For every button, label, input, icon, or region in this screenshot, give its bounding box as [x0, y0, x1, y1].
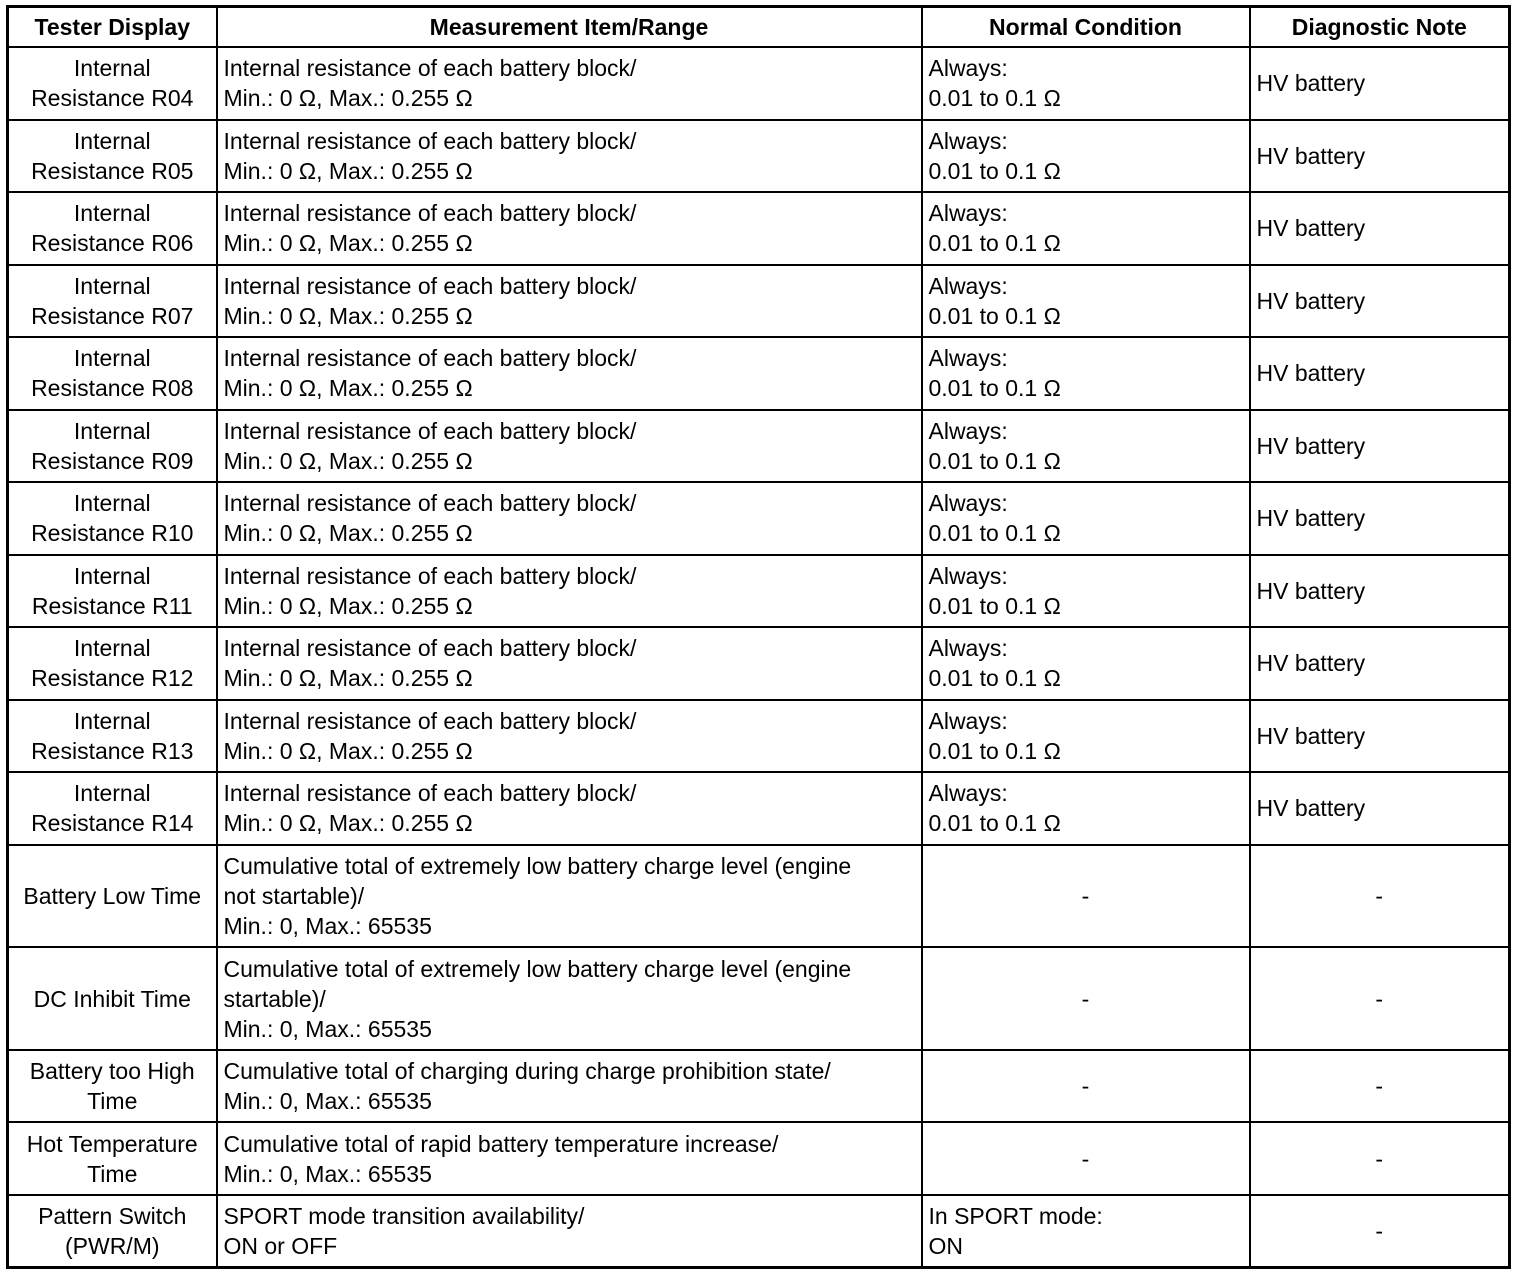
- table-row: [8, 1195, 1510, 1268]
- table-row: [8, 1122, 1510, 1195]
- normal-condition-cell: -: [922, 1050, 1250, 1123]
- measurement-item-cell: Internal resistance of each battery block/ Min.: 0 Ω, Max.: 0.255 Ω: [217, 627, 922, 700]
- normal-condition-cell: -: [922, 1122, 1250, 1195]
- header-tester-display: Tester Display: [8, 7, 217, 48]
- measurement-item-cell: Internal resistance of each battery block/ Min.: 0 Ω, Max.: 0.255 Ω: [217, 337, 922, 410]
- tester-display-cell: Internal Resistance R13: [8, 700, 217, 773]
- normal-condition-cell: Always: 0.01 to 0.1 Ω: [922, 337, 1250, 410]
- tester-display-cell: Internal Resistance R04: [8, 47, 217, 120]
- measurement-item-cell: Cumulative total of extremely low battery charge level (engine startable)/ Min.: 0, Max.: 65535: [217, 947, 922, 1050]
- diagnostic-note-cell: HV battery: [1250, 192, 1510, 265]
- tester-display-cell: Internal Resistance R11: [8, 555, 217, 628]
- table-row: [8, 947, 1510, 1050]
- measurement-item-cell: Internal resistance of each battery block/ Min.: 0 Ω, Max.: 0.255 Ω: [217, 700, 922, 773]
- normal-condition-cell: Always: 0.01 to 0.1 Ω: [922, 120, 1250, 193]
- table-row: [8, 410, 1510, 483]
- diagnostic-note-cell: HV battery: [1250, 120, 1510, 193]
- diagnostic-note-cell: -: [1250, 845, 1510, 948]
- measurement-item-cell: Internal resistance of each battery block/ Min.: 0 Ω, Max.: 0.255 Ω: [217, 265, 922, 338]
- diagnostic-note-cell: HV battery: [1250, 555, 1510, 628]
- measurement-item-cell: Internal resistance of each battery block/ Min.: 0 Ω, Max.: 0.255 Ω: [217, 410, 922, 483]
- tester-display-cell: Battery too High Time: [8, 1050, 217, 1123]
- measurement-item-cell: Internal resistance of each battery block/ Min.: 0 Ω, Max.: 0.255 Ω: [217, 47, 922, 120]
- diagnostic-note-cell: HV battery: [1250, 410, 1510, 483]
- table-row: [8, 1050, 1510, 1123]
- diagnostic-note-cell: -: [1250, 1195, 1510, 1268]
- header-row: [8, 7, 1510, 48]
- tester-display-cell: Internal Resistance R05: [8, 120, 217, 193]
- measurement-item-cell: Internal resistance of each battery block/ Min.: 0 Ω, Max.: 0.255 Ω: [217, 120, 922, 193]
- measurement-item-cell: Cumulative total of rapid battery temperature increase/ Min.: 0, Max.: 65535: [217, 1122, 922, 1195]
- diagnostic-note-cell: HV battery: [1250, 627, 1510, 700]
- tester-display-cell: Internal Resistance R09: [8, 410, 217, 483]
- normal-condition-cell: Always: 0.01 to 0.1 Ω: [922, 700, 1250, 773]
- normal-condition-cell: Always: 0.01 to 0.1 Ω: [922, 772, 1250, 845]
- table-row: [8, 555, 1510, 628]
- table-row: [8, 700, 1510, 773]
- diagnostic-note-cell: HV battery: [1250, 700, 1510, 773]
- diagnostic-note-cell: HV battery: [1250, 265, 1510, 338]
- normal-condition-cell: Always: 0.01 to 0.1 Ω: [922, 410, 1250, 483]
- table-row: [8, 265, 1510, 338]
- diagnostic-note-cell: -: [1250, 1122, 1510, 1195]
- data-list-table: [6, 5, 1511, 1269]
- measurement-item-cell: Cumulative total of extremely low battery charge level (engine not startable)/ Min.: 0, Max.: 65535: [217, 845, 922, 948]
- normal-condition-cell: -: [922, 845, 1250, 948]
- diagnostic-note-cell: -: [1250, 1050, 1510, 1123]
- measurement-item-cell: SPORT mode transition availability/ ON or OFF: [217, 1195, 922, 1268]
- tester-display-cell: Pattern Switch (PWR/M): [8, 1195, 217, 1268]
- normal-condition-cell: Always: 0.01 to 0.1 Ω: [922, 555, 1250, 628]
- measurement-item-cell: Internal resistance of each battery block/ Min.: 0 Ω, Max.: 0.255 Ω: [217, 192, 922, 265]
- tester-display-cell: Internal Resistance R08: [8, 337, 217, 410]
- tester-display-cell: Hot Temperature Time: [8, 1122, 217, 1195]
- table-row: [8, 337, 1510, 410]
- normal-condition-cell: Always: 0.01 to 0.1 Ω: [922, 192, 1250, 265]
- header-diagnostic-note: Diagnostic Note: [1250, 7, 1510, 48]
- tester-display-cell: Internal Resistance R07: [8, 265, 217, 338]
- table-row: [8, 627, 1510, 700]
- normal-condition-cell: Always: 0.01 to 0.1 Ω: [922, 627, 1250, 700]
- table-row: [8, 845, 1510, 948]
- measurement-item-cell: Internal resistance of each battery block/ Min.: 0 Ω, Max.: 0.255 Ω: [217, 555, 922, 628]
- tester-display-cell: Internal Resistance R06: [8, 192, 217, 265]
- normal-condition-cell: Always: 0.01 to 0.1 Ω: [922, 265, 1250, 338]
- measurement-item-cell: Internal resistance of each battery block/ Min.: 0 Ω, Max.: 0.255 Ω: [217, 772, 922, 845]
- header-measurement-item: Measurement Item/Range: [217, 7, 922, 48]
- tester-display-cell: Internal Resistance R12: [8, 627, 217, 700]
- table-row: [8, 772, 1510, 845]
- normal-condition-cell: In SPORT mode: ON: [922, 1195, 1250, 1268]
- table-row: [8, 192, 1510, 265]
- diagnostic-note-cell: HV battery: [1250, 482, 1510, 555]
- table-row: [8, 482, 1510, 555]
- table-row: [8, 120, 1510, 193]
- diagnostic-note-cell: HV battery: [1250, 337, 1510, 410]
- tester-display-cell: Battery Low Time: [8, 845, 217, 948]
- diagnostic-note-cell: HV battery: [1250, 47, 1510, 120]
- header-normal-condition: Normal Condition: [922, 7, 1250, 48]
- tester-display-cell: Internal Resistance R14: [8, 772, 217, 845]
- normal-condition-cell: Always: 0.01 to 0.1 Ω: [922, 47, 1250, 120]
- tester-display-cell: DC Inhibit Time: [8, 947, 217, 1050]
- measurement-item-cell: Cumulative total of charging during charge prohibition state/ Min.: 0, Max.: 65535: [217, 1050, 922, 1123]
- diagnostic-note-cell: HV battery: [1250, 772, 1510, 845]
- normal-condition-cell: -: [922, 947, 1250, 1050]
- normal-condition-cell: Always: 0.01 to 0.1 Ω: [922, 482, 1250, 555]
- measurement-item-cell: Internal resistance of each battery block/ Min.: 0 Ω, Max.: 0.255 Ω: [217, 482, 922, 555]
- table-row: [8, 47, 1510, 120]
- diagnostic-note-cell: -: [1250, 947, 1510, 1050]
- tester-display-cell: Internal Resistance R10: [8, 482, 217, 555]
